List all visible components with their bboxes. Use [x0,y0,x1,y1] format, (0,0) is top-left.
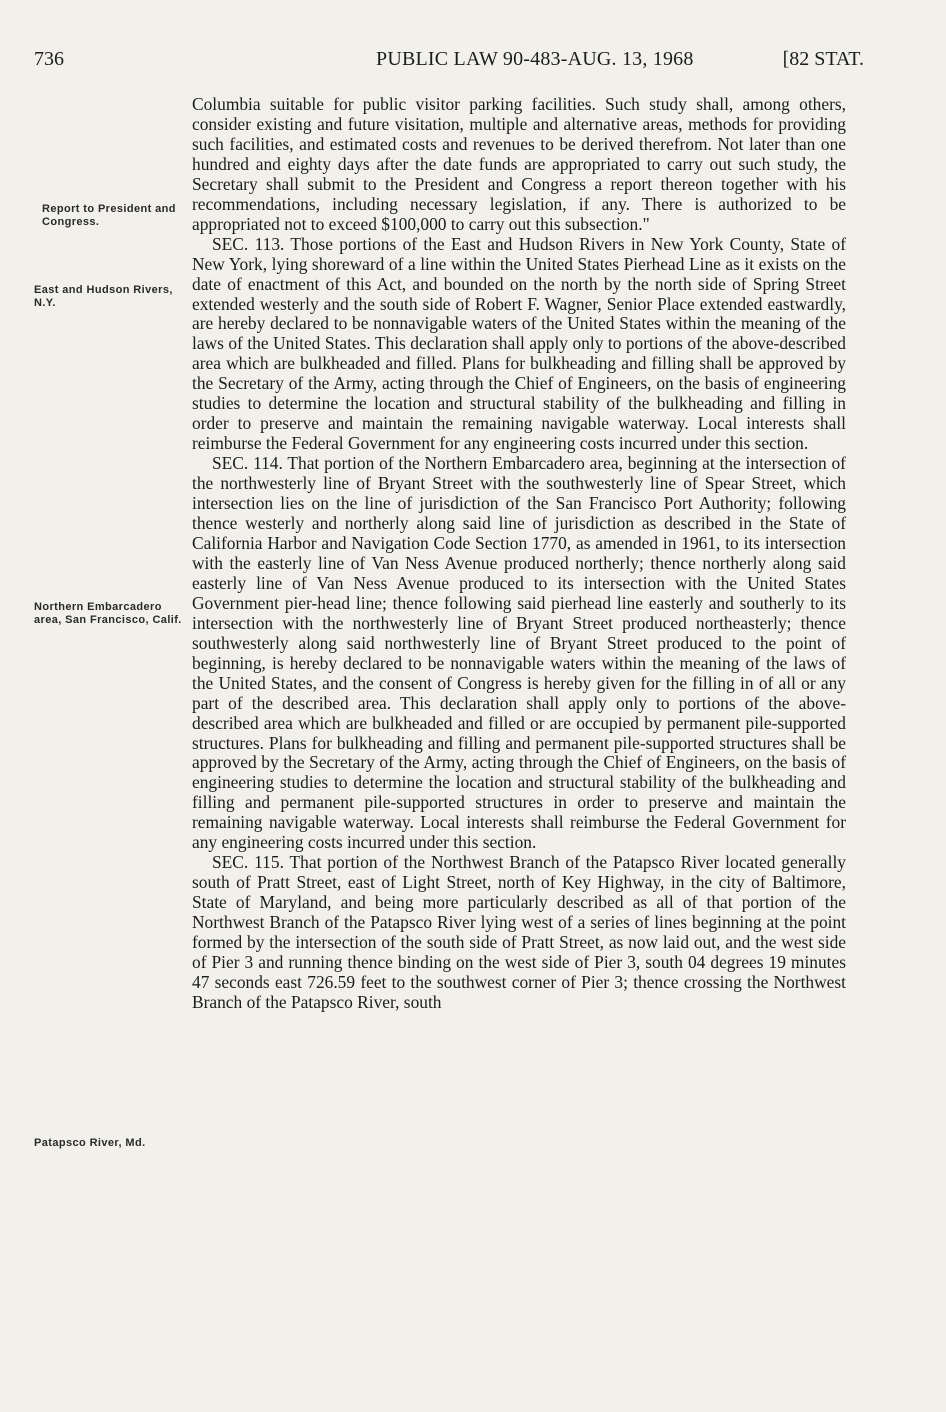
section-115-text: That portion of the Northwest Branch of the Patapsco River located generally south of Pratt Street, east of Light Street, north of Key Highway, in the city of Baltimore, State of Maryland, and being more particularly described as all of that portion of the Northwest Branch of the Patapsco River lying west of a series of lines beginning at the point formed by the intersection of the south side of Pratt Street, as now laid out, and the west side of Pier 3 and running thence binding on the west side of Pier 3, south 04 degrees 19 minutes 47 seconds east 726.59 feet to the southwest corner of Pier 3; thence crossing the Northwest Branch of the Patapsco River, south [192,852,846,1012]
body-text [192,95,846,1013]
section-113 [192,235,846,454]
section-113-text: Those portions of the East and Hudson Rivers in New York County, State of New York, lying shoreward of a line within the United States Pierhead Line as it exists on the date of enactment of this Act, and bounded on the north by the north side of Spring Street extended westerly and the south side of Robert F. Wagner, Senior Place extended eastwardly, are hereby declared to be nonnavigable waters of the United States within the meaning of the laws of the United States. This declaration shall apply only to portions of the above-described area which are bulkheaded and filled. Plans for bulkheading and filling shall be approved by the Secretary of the Army, acting through the Chief of Engineers, on the basis of engineering studies to determine the location and structural stability of the bulkheading and filling in order to preserve and maintain the remaining navigable waterway. Local interests shall reimburse the Federal Government for any engineering costs incurred under this section. [192,233,846,454]
margin-note-east-hudson: East and Hudson Rivers, N.Y. [34,284,173,309]
volume-reference: [82 STAT. [782,48,864,70]
section-115-label: SEC. 115. [212,852,284,873]
section-114 [192,454,846,853]
section-113-label: SEC. 113. [212,233,285,254]
section-114-text: That portion of the Northern Embarcadero area, beginning at the intersection of the northwesterly line of Bryant Street with the southwesterly line of Spear Street, which intersection lies on the line of jurisdiction of the San Francisco Port Authority; following thence westerly and northerly along said line of jurisdiction as described in the State of California Harbor and Navigation Code Section 1770, as amended in 1961, to its intersection with the easterly line of Van Ness Avenue produced northerly; thence northerly along said easterly line of Van Ness Avenue produced to its intersection with the United States Government pier-head line; thence following said pierhead line easterly and southerly to its intersection with the northwesterly line of Bryant Street produced northeasterly; thence southwesterly along said northwesterly line of Bryant Street produced to the point of beginning, is hereby declared to be nonnavigable waters within the meaning of the laws of the United States, and the consent of Congress is hereby given for the filling in of all or any part of the described area. This declaration shall apply only to portions of the above-described area which are bulkheaded and filled or are occupied by permanent pile-supported structures. Plans for bulkheading and filling and permanent pile-supported structures shall be approved by the Secretary of the Army, acting through the Chief of Engineers, on the basis of engineering studies to determine the location and structural stability of the bulkheading and filling and permanent pile-supported structures in order to preserve and maintain the remaining navigable waterway. Local interests shall reimburse the Federal Government for any engineering costs incurred under this section. [192,453,846,853]
section-115 [192,853,846,1013]
margin-note-patapsco: Patapsco River, Md. [34,1137,146,1149]
margin-note-northern-embarcadero: Northern Embarcadero area, San Francisco, Calif. [34,601,182,626]
margin-note-report: Report to President and Congress. [42,203,176,228]
running-title: PUBLIC LAW 90-483-AUG. 13, 1968 [376,48,694,70]
running-header [34,48,864,78]
paragraph-continuation: Columbia suitable for public visitor parking facilities. Such study shall, among others, consider existing and future visitation, multiple and alternative areas, methods for providing such facilities, and estimated costs and revenues to be derived therefrom. Not later than one hundred and eighty days after the date funds are appropriated to carry out such study, the Secretary shall submit to the President and Congress a report thereon together with his recommendations, including necessary legislation, if any. There is authorized to be appropriated not to exceed $100,000 to carry out this subsection." [192,94,846,234]
page-number: 736 [34,48,64,70]
section-114-label: SEC. 114. [212,453,283,474]
